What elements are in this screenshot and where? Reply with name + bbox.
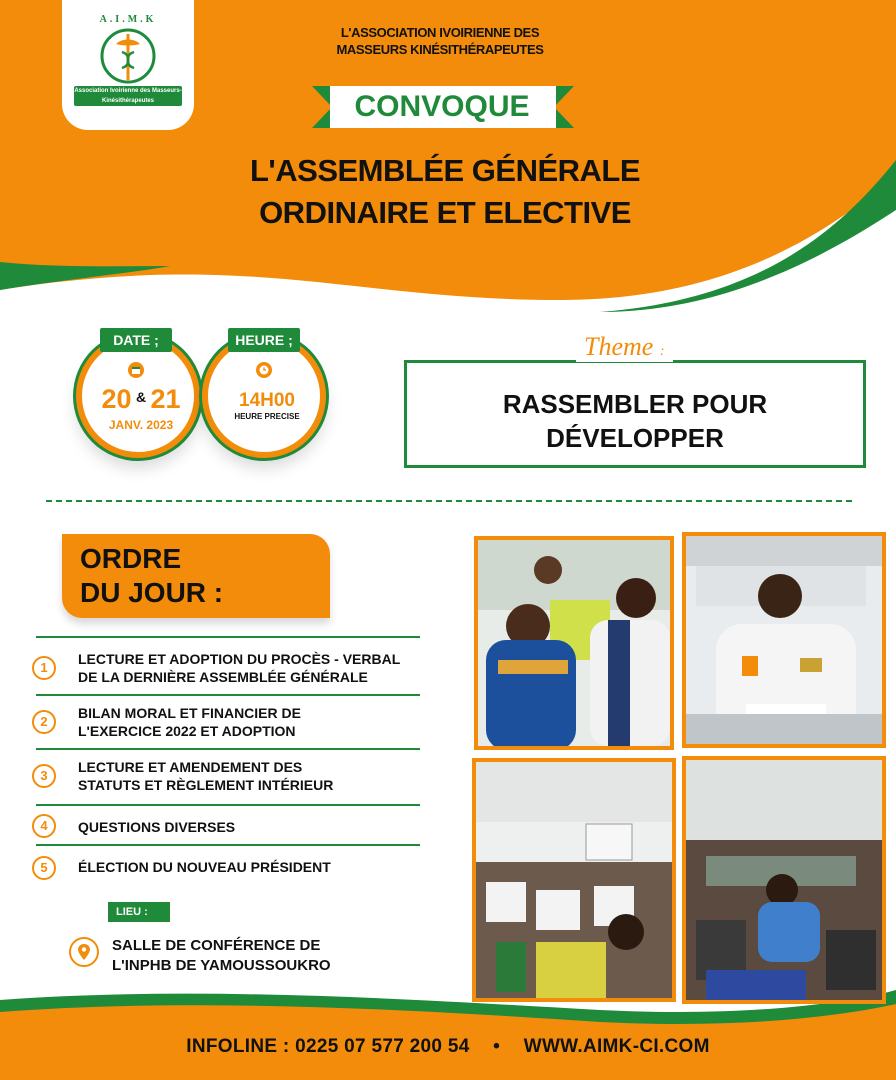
date-month: JANV. 2023 xyxy=(108,418,174,432)
caduceus-icon xyxy=(98,26,158,86)
time-note: HEURE PRECISE xyxy=(234,412,300,421)
agenda-separator xyxy=(36,636,420,638)
agenda-item xyxy=(78,650,428,686)
agenda-item-line-2: STATUTS ET RÈGLEMENT INTÉRIEUR xyxy=(78,777,334,793)
photo-attendees-seated xyxy=(474,536,674,750)
footer-bullet: • xyxy=(493,1036,501,1057)
theme-line-1: RASSEMBLER POUR xyxy=(502,389,768,419)
photo-image xyxy=(476,762,672,998)
agenda-item-line-2: DE LA DERNIÈRE ASSEMBLÉE GÉNÉRALE xyxy=(78,669,368,685)
agenda-item-line-1: LECTURE ET ADOPTION DU PROCÈS - VERBAL xyxy=(78,651,401,667)
photo-conference-hall xyxy=(472,758,676,1002)
agenda-item-line-1: LECTURE ET AMENDEMENT DES xyxy=(78,759,303,775)
date-day-start: 20 xyxy=(101,384,132,414)
event-title-line-1: L'ASSEMBLÉE GÉNÉRALE xyxy=(249,153,641,188)
agenda-number: 5 xyxy=(32,856,56,880)
venue-line-2: L'INPHB DE YAMOUSSOUKRO xyxy=(112,957,331,974)
calendar-icon xyxy=(128,362,144,378)
logo-caption: Association Ivoirienne des Masseurs-Kinésithérapeutes xyxy=(74,88,182,104)
agenda-item: ÉLECTION DU NOUVEAU PRÉSIDENT xyxy=(78,859,331,875)
theme-colon: : xyxy=(659,344,665,359)
venue-address xyxy=(112,936,412,976)
photo-audience xyxy=(682,756,886,1004)
association-line-2: MASSEURS KINÉSITHÉRAPEUTES xyxy=(336,42,544,57)
event-title-line-2: ORDINAIRE ET ELECTIVE xyxy=(259,195,631,230)
agenda-separator xyxy=(36,694,420,696)
location-pin-icon xyxy=(68,936,100,968)
divider xyxy=(46,500,852,502)
agenda-item-line-2: L'EXERCICE 2022 ET ADOPTION xyxy=(78,723,296,739)
photo-speaker xyxy=(682,532,886,748)
time-value: 14H00 xyxy=(239,390,295,411)
theme-label xyxy=(576,332,673,362)
date-tag: DATE ; xyxy=(100,328,172,352)
agenda-separator xyxy=(36,844,420,846)
theme-text xyxy=(407,387,863,455)
theme-box xyxy=(404,360,866,468)
date-days xyxy=(80,384,202,415)
photo-image xyxy=(478,540,670,746)
photo-image xyxy=(686,536,882,744)
agenda-number: 2 xyxy=(32,710,56,734)
agenda-separator xyxy=(36,804,420,806)
convoque-label: CONVOQUE xyxy=(330,86,554,128)
agenda-item xyxy=(78,704,428,740)
agenda-title-line-1: ORDRE xyxy=(80,543,182,574)
time-tag: HEURE ; xyxy=(228,328,300,352)
association-name xyxy=(290,24,590,58)
website-link[interactable]: WWW.AIMK-CI.COM xyxy=(523,1036,710,1057)
agenda-title-box xyxy=(62,534,330,618)
photo-image xyxy=(686,760,882,1000)
footer-contact xyxy=(0,1036,896,1058)
logo-acronym: A.I.M.K xyxy=(99,14,157,25)
theme-label-word: Theme xyxy=(584,332,654,361)
agenda-separator xyxy=(36,748,420,750)
venue-line-1: SALLE DE CONFÉRENCE DE xyxy=(112,937,321,954)
infoline-phone[interactable]: 0225 07 577 200 54 xyxy=(295,1036,470,1057)
theme-line-2: DÉVELOPPER xyxy=(546,423,724,453)
agenda-number: 4 xyxy=(32,814,56,838)
agenda-item: QUESTIONS DIVERSES xyxy=(78,819,236,835)
agenda-title xyxy=(80,542,223,610)
event-title xyxy=(180,150,710,234)
clock-icon xyxy=(256,362,272,378)
venue-tag: LIEU : xyxy=(108,902,170,922)
date-amp: & xyxy=(135,389,147,405)
agenda-number: 3 xyxy=(32,764,56,788)
agenda-title-line-2: DU JOUR : xyxy=(80,577,224,608)
date-day-end: 21 xyxy=(150,384,181,414)
logo xyxy=(62,0,194,130)
agenda-item-line-1: BILAN MORAL ET FINANCIER DE xyxy=(78,705,301,721)
association-line-1: L'ASSOCIATION IVOIRIENNE DES xyxy=(340,25,540,40)
agenda-item xyxy=(78,758,428,794)
infoline-label: INFOLINE : xyxy=(186,1036,290,1057)
agenda-number: 1 xyxy=(32,656,56,680)
